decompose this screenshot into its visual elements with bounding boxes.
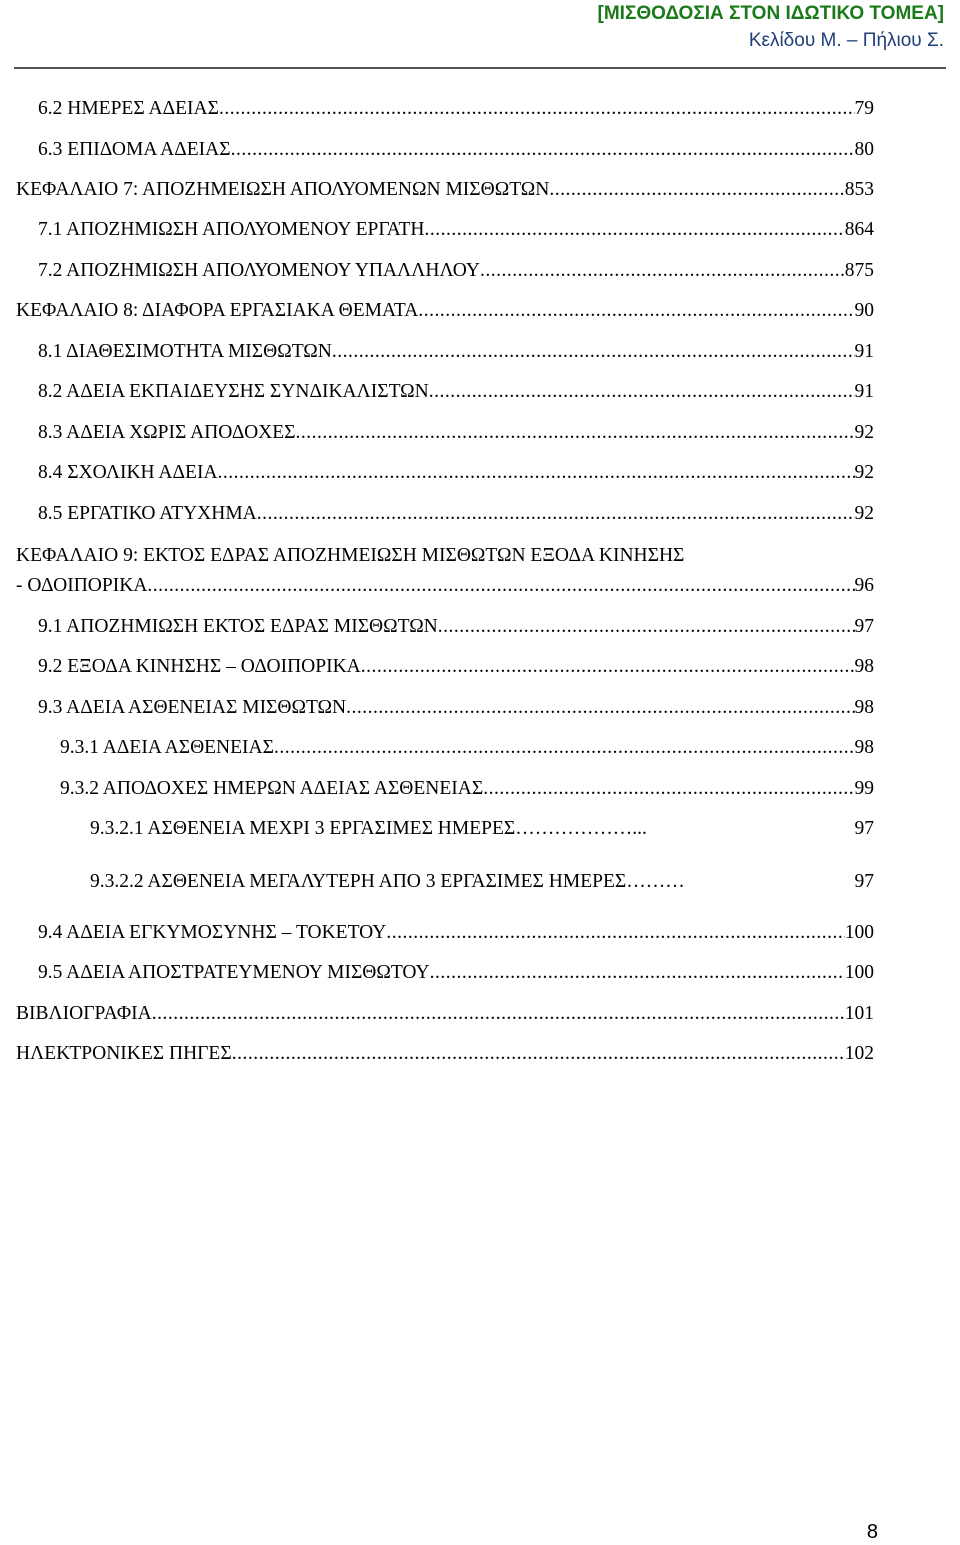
toc-entry-title: - ΟΔΟΙΠΟΡΙΚΑ <box>16 575 148 596</box>
dot-leader <box>152 1000 845 1028</box>
toc-entry-title: 9.2 ΕΞΟΔΑ ΚΙΝΗΣΗΣ – ΟΔΟΙΠΟΡΙΚΑ <box>38 656 361 677</box>
toc-entry-title: 8.4 ΣΧΟΛΙΚΗ ΑΔΕΙΑ <box>38 462 218 483</box>
toc-entry[interactable] <box>0 694 960 722</box>
toc-entry[interactable] <box>0 868 960 896</box>
toc-entry-page: 98 <box>854 656 874 677</box>
toc-entry[interactable] <box>0 572 960 600</box>
toc-entry-page: 99 <box>854 778 874 799</box>
toc-entry-page: 97 <box>854 871 874 892</box>
toc-entry[interactable] <box>0 378 960 406</box>
toc-entry-title: ΚΕΦΑΛΑΙΟ 8: ΔΙΑΦΟΡΑ ΕΡΓΑΣΙΑΚΑ ΘΕΜΑΤΑ <box>16 300 419 321</box>
toc-entry-page: 79 <box>854 98 874 119</box>
toc-entry-title: 9.3 ΑΔΕΙΑ ΑΣΘΕΝΕΙΑΣ ΜΙΣΘΩΤΩΝ <box>38 697 347 718</box>
toc-entry-page: 91 <box>854 381 874 402</box>
toc-entry[interactable] <box>0 136 960 164</box>
dot-leader <box>231 136 855 164</box>
toc-entry-page: 91 <box>854 341 874 362</box>
toc-entry-page: 853 <box>844 179 874 200</box>
toc-entry-page: 864 <box>844 219 874 240</box>
toc-entry-title: 7.2 ΑΠΟΖΗΜΙΩΣΗ ΑΠΟΛΥΟΜΕΝΟΥ ΥΠΑΛΛΗΛΟΥ <box>38 260 480 281</box>
toc-entry[interactable] <box>0 734 960 762</box>
page-number: 8 <box>866 1521 878 1543</box>
toc-entry[interactable] <box>0 1040 960 1068</box>
toc-entry[interactable] <box>0 775 960 803</box>
toc-entry-page: 96 <box>854 575 874 596</box>
toc-entry[interactable] <box>0 176 960 204</box>
toc-entry[interactable] <box>0 815 960 843</box>
toc-entry-page: 97 <box>854 616 874 637</box>
toc-entry-title: 9.3.2.1 ΑΣΘΕΝΕΙΑ ΜΕΧΡΙ 3 ΕΡΓΑΣΙΜΕΣ ΗΜΕΡΕΣ………………... <box>90 818 647 839</box>
toc-entry-page: 98 <box>854 697 874 718</box>
toc-entry-page: 102 <box>844 1043 874 1064</box>
dot-leader <box>219 95 855 123</box>
toc-entry-page: 875 <box>844 260 874 281</box>
toc-entry[interactable] <box>0 542 960 570</box>
toc-entry[interactable] <box>0 297 960 325</box>
dot-leader <box>332 338 855 366</box>
toc-entry[interactable] <box>0 613 960 641</box>
toc-entry-title: 8.3 ΑΔΕΙΑ ΧΩΡΙΣ ΑΠΟΔΟΧΕΣ <box>38 422 296 443</box>
toc-entry-page: 80 <box>854 139 874 160</box>
toc-entry-page: 100 <box>844 922 874 943</box>
toc-entry[interactable] <box>0 919 960 947</box>
toc-entry[interactable] <box>0 653 960 681</box>
toc-entry[interactable] <box>0 500 960 528</box>
toc-entry[interactable] <box>0 959 960 987</box>
toc-entry-title: 9.4 ΑΔΕΙΑ ΕΓΚΥΜΟΣΥΝΗΣ – ΤΟΚΕΤΟΥ <box>38 922 387 943</box>
document-title: [ΜΙΣΘΟΔΟΣΙΑ ΣΤΟΝ ΙΔΩΤΙΚΟ ΤΟΜΕΑ] <box>597 3 944 24</box>
toc-entry-page: 98 <box>854 737 874 758</box>
toc-entry-title: 9.5 ΑΔΕΙΑ ΑΠΟΣΤΡΑΤΕΥΜΕΝΟΥ ΜΙΣΘΩΤΟΥ <box>38 962 430 983</box>
toc-entry[interactable] <box>0 1000 960 1028</box>
dot-leader <box>232 1040 845 1068</box>
dot-leader <box>361 653 855 681</box>
dot-leader <box>296 419 855 447</box>
dot-leader <box>425 216 845 244</box>
toc-entry-title: 9.3.2.2 ΑΣΘΕΝΕΙΑ ΜΕΓΑΛΥΤΕΡΗ ΑΠΟ 3 ΕΡΓΑΣΙΜΕΣ ΗΜΕΡΕΣ……… <box>90 871 685 892</box>
toc-entry-title: ΒΙΒΛΙΟΓΡΑΦΙΑ <box>16 1003 152 1024</box>
dot-leader <box>438 613 855 641</box>
toc-entry[interactable] <box>0 419 960 447</box>
toc-entry-title: 8.2 ΑΔΕΙΑ ΕΚΠΑΙΔΕΥΣΗΣ ΣΥΝΔΙΚΑΛΙΣΤΩΝ <box>38 381 429 402</box>
toc-entry-title: 9.3.2 ΑΠΟΔΟΧΕΣ ΗΜΕΡΩΝ ΑΔΕΙΑΣ ΑΣΘΕΝΕΙΑΣ <box>60 778 484 799</box>
toc-entry-page: 92 <box>854 503 874 524</box>
toc-entry[interactable] <box>0 459 960 487</box>
toc-entry-title: 6.2 ΗΜΕΡΕΣ ΑΔΕΙΑΣ <box>38 98 219 119</box>
toc-entry-title: 9.1 ΑΠΟΖΗΜΙΩΣΗ ΕΚΤΟΣ ΕΔΡΑΣ ΜΙΣΘΩΤΩΝ <box>38 616 438 637</box>
toc-entry-title: 9.3.1 ΑΔΕΙΑ ΑΣΘΕΝΕΙΑΣ <box>60 737 274 758</box>
toc-entry-page: 90 <box>854 300 874 321</box>
page-header <box>598 0 944 54</box>
dot-leader <box>257 500 855 528</box>
dot-leader <box>430 959 845 987</box>
toc-entry-title: 8.5 ΕΡΓΑΤΙΚΟ ΑΤΥΧΗΜΑ <box>38 503 257 524</box>
toc-entry-title: 7.1 ΑΠΟΖΗΜΙΩΣΗ ΑΠΟΛΥΟΜΕΝΟΥ ΕΡΓΑΤΗ <box>38 219 425 240</box>
toc-entry[interactable] <box>0 95 960 123</box>
dot-leader <box>480 257 845 285</box>
dot-leader <box>274 734 855 762</box>
dot-leader <box>549 176 844 204</box>
toc-entry-title: 6.3 ΕΠΙΔΟΜΑ ΑΔΕΙΑΣ <box>38 139 231 160</box>
dot-leader <box>346 694 854 722</box>
toc-entry-page: 92 <box>854 422 874 443</box>
toc-entry-page: 92 <box>854 462 874 483</box>
dot-leader <box>483 775 854 803</box>
toc-entry[interactable] <box>0 257 960 285</box>
dot-leader <box>147 572 854 600</box>
toc-entry-page: 97 <box>854 818 874 839</box>
dot-leader <box>218 459 855 487</box>
toc-entry-title: ΚΕΦΑΛΑΙΟ 7: ΑΠΟΖΗΜΕΙΩΣΗ ΑΠΟΛΥΟΜΕΝΩΝ ΜΙΣΘΩΤΩΝ <box>16 179 550 200</box>
dot-leader <box>386 919 844 947</box>
header-rule <box>14 67 946 69</box>
toc-entry[interactable] <box>0 338 960 366</box>
toc-entry-page: 101 <box>844 1003 874 1024</box>
document-authors: Κελίδου Μ. – Πήλιου Σ. <box>748 30 944 51</box>
dot-leader <box>429 378 855 406</box>
dot-leader <box>418 297 854 325</box>
toc-entry-page: 100 <box>844 962 874 983</box>
toc-entry-title: ΗΛΕΚΤΡΟΝΙΚΕΣ ΠΗΓΕΣ <box>16 1043 232 1064</box>
toc-entry-title: 8.1 ΔΙΑΘΕΣΙΜΟΤΗΤΑ ΜΙΣΘΩΤΩΝ <box>38 341 332 362</box>
toc-entry-title: ΚΕΦΑΛΑΙΟ 9: ΕΚΤΟΣ ΕΔΡΑΣ ΑΠΟΖΗΜΕΙΩΣΗ ΜΙΣΘΩΤΩΝ ΕΞΟΔΑ ΚΙΝΗΣΗΣ <box>16 545 685 566</box>
toc-entry[interactable] <box>0 216 960 244</box>
